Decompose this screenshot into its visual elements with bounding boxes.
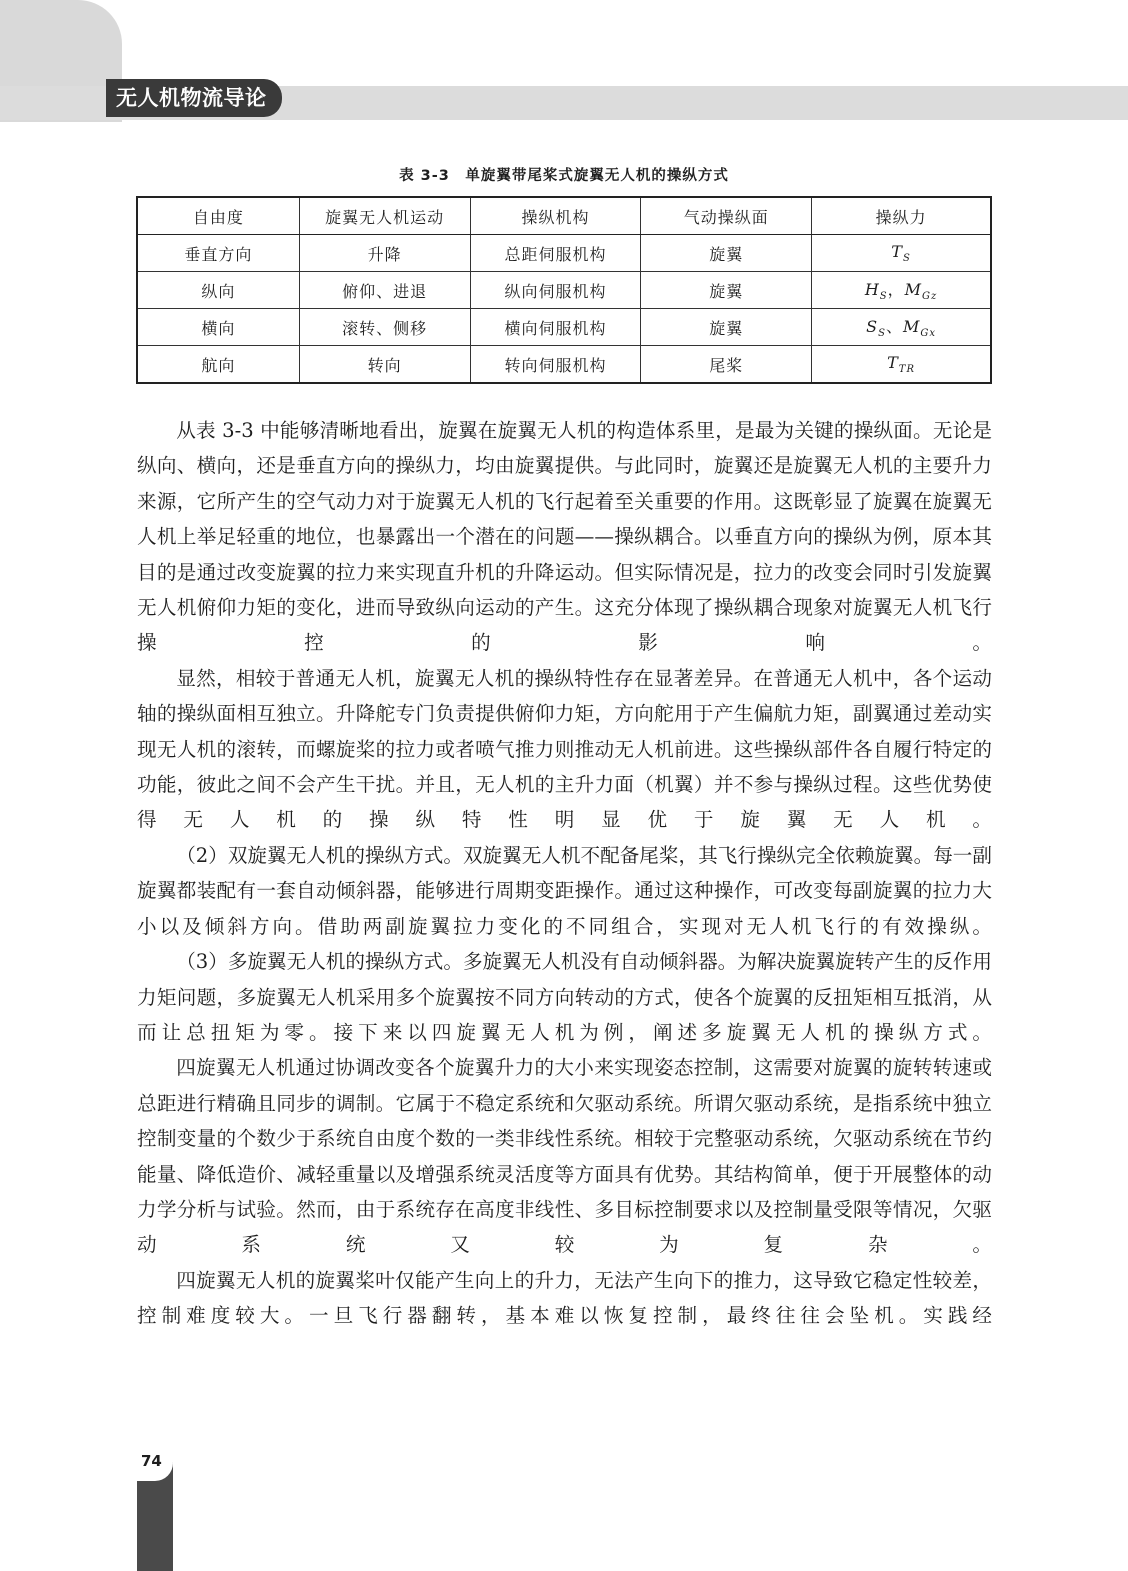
cell-dof: 横向 [137,309,299,346]
paragraph [137,413,992,661]
text-line: 性、多目标控制要求以及控制量受限等情况，欠驱动系统又较为复杂。 [137,1197,992,1257]
text-line: 四旋翼无人机的旋翼桨叶仅能产生向上的升力，无法产生向下的推力，这导致它稳定 [176,1268,913,1292]
cell-surface: 旋翼 [641,272,812,309]
cell-motion: 升降 [299,235,470,272]
force-subscript: Gz [922,291,938,303]
text-line: 显然，相较于普通无人机，旋翼无人机的操纵特性存在显著差异。在普通无人机中， [176,666,913,690]
text-line: 这些操纵部件各自履行特定的功能，彼此之间不会产生干扰。并且，无人机的主升力面 [137,737,992,797]
paragraph [137,838,992,944]
cell-mechanism: 总距伺服机构 [470,235,641,272]
cell-dof: 垂直方向 [137,235,299,272]
text-line: （3）多旋翼无人机的操纵方式。多旋翼无人机没有自动倾斜器。为解决旋翼旋转产生 [176,950,914,974]
force-subscript: Gx [920,328,936,340]
table-header-row [137,197,991,235]
cell-dof: 纵向 [137,272,299,309]
text-line: 飞行的有效操纵。 [814,914,993,938]
paragraph [137,944,992,1050]
text-line: 耦合。以垂直方向的操纵为例，原本其目的是通过改变旋翼的拉力来实现直升机的升降运 [137,525,993,584]
force-symbol: S [866,317,879,337]
text-line: 变每副旋翼的拉力大小以及倾斜方向。借助两副旋翼拉力变化的不同组合，实现对无人机 [137,879,992,938]
body-text [137,413,992,1334]
text-line: 从表 3-3 中能够清晰地看出，旋翼在旋翼无人机的构造体系里，是最为关键的操纵 [176,419,894,442]
column-header: 自由度 [137,197,299,235]
cell-surface: 旋翼 [641,235,812,272]
table-row [137,272,991,309]
text-line: 的反作用力矩问题，多旋翼无人机采用多个旋翼按不同方向转动的方式，使各个旋翼的反 [137,950,992,1009]
column-header: 操纵机构 [470,197,641,235]
text-line: 动。但实际情况是，拉力的改变会同时引发旋翼无人机俯仰力矩的变化，进而导致纵向运 [137,560,992,620]
paragraph [137,1050,992,1262]
force-subscript: TR [898,364,915,376]
cell-force: $H_S$，$M_{Gz}$ [812,272,991,309]
text-line: 面。无论是纵向、横向，还是垂直方向的操纵力，均由旋翼提供。与此同时，旋翼还是旋 [137,419,992,478]
text-line: 四旋翼无人机通过协调改变各个旋翼升力的大小来实现姿态控制，这需要对旋翼的旋 [176,1056,913,1080]
text-line: 翼。每一副旋翼都装配有一套自动倾斜器，能够进行周期变距操作。通过这种操作，可改 [137,843,992,903]
text-line: 动的产生。这充分体现了操纵耦合现象对旋翼无人机飞行操控的影响。 [137,596,992,655]
text-line: 用。这既彰显了旋翼在旋翼无人机上举足轻重的地位，也暴露出一个潜在的问题——操纵 [137,489,992,549]
text-line: 优势。其结构简单，便于开展整体的动力学分析与试验。然而，由于系统存在高度非线 [137,1162,992,1221]
cell-dof: 航向 [137,346,299,384]
force-symbol: T [891,241,903,261]
cell-force: $S_S$、$M_{Gx}$ [812,309,991,346]
force-symbol: M [902,317,921,337]
text-line: 统，是指系统中独立控制变量的个数少于系统自由度个数的一类非线性系统。相较于完整 [137,1091,992,1151]
cell-force [812,346,991,384]
text-line: 纵方式。 [898,1020,993,1044]
cell-mechanism: 转向伺服机构 [470,346,641,384]
cell-surface: 旋翼 [641,309,812,346]
text-line: 驱动系统，欠驱动系统在节约能量、降低造价、减轻重量以及增强系统灵活度等方面具有 [137,1127,992,1186]
text-line: 翼无人机的主要升力来源，它所产生的空气动力对于旋翼无人机的飞行起着至关重要的作 [137,454,992,513]
cell-motion: 转向 [299,346,470,384]
text-line: 性较差，控制难度较大。一旦飞行器翻转，基本难以恢复控制，最终往往会坠机。实践经 [137,1268,993,1328]
table-row [137,235,991,272]
column-header: 旋翼无人机运动 [299,197,470,235]
table-caption: 表 3-3 单旋翼带尾桨式旋翼无人机的操纵方式 [399,168,729,184]
paragraph [137,1263,992,1334]
force-symbol: H [864,280,880,300]
force-subscript: S [902,253,911,265]
force-subscript: S [879,291,888,303]
cell-force [812,235,991,272]
text-line: 转转速或总距进行精确且同步的调制。它属于不稳定系统和欠驱动系统。所谓欠驱动系 [137,1056,993,1115]
control-method-table [136,196,992,384]
page-number: 74 [137,1445,173,1481]
force-symbol: T [887,352,899,372]
text-line: 矩，副翼通过差动实现无人机的滚转，而螺旋桨的拉力或者喷气推力则推动无人机前进。 [137,702,992,761]
cell-mechanism: 纵向伺服机构 [470,272,641,309]
cell-motion: 滚转、侧移 [299,309,470,346]
text-line: （机翼）并不参与操纵过程。这些优势使得无人机的操纵特性明显优于旋翼无人机。 [137,773,992,832]
table-row [137,309,991,346]
force-subscript: S [878,328,886,340]
column-header: 操纵力 [812,197,991,235]
column-header: 气动操纵面 [641,197,812,235]
cell-motion: 俯仰、进退 [299,272,470,309]
text-line: 各个运动轴的操纵面相互独立。升降舵专门负责提供俯仰力矩，方向舵用于产生偏航力 [137,666,993,726]
book-title: 无人机物流导论 [106,79,282,117]
paragraph [137,661,992,838]
text-line: 扭矩相互抵消，从而让总扭矩为零。接下来以四旋翼无人机为例，阐述多旋翼无人机的操 [137,985,992,1044]
table-row [137,346,991,384]
cell-surface: 尾桨 [641,346,812,384]
cell-mechanism: 横向伺服机构 [470,309,641,346]
text-line: （2）双旋翼无人机的操纵方式。双旋翼无人机不配备尾桨，其飞行操纵完全依赖旋 [176,843,895,867]
force-symbol: M [904,280,923,300]
